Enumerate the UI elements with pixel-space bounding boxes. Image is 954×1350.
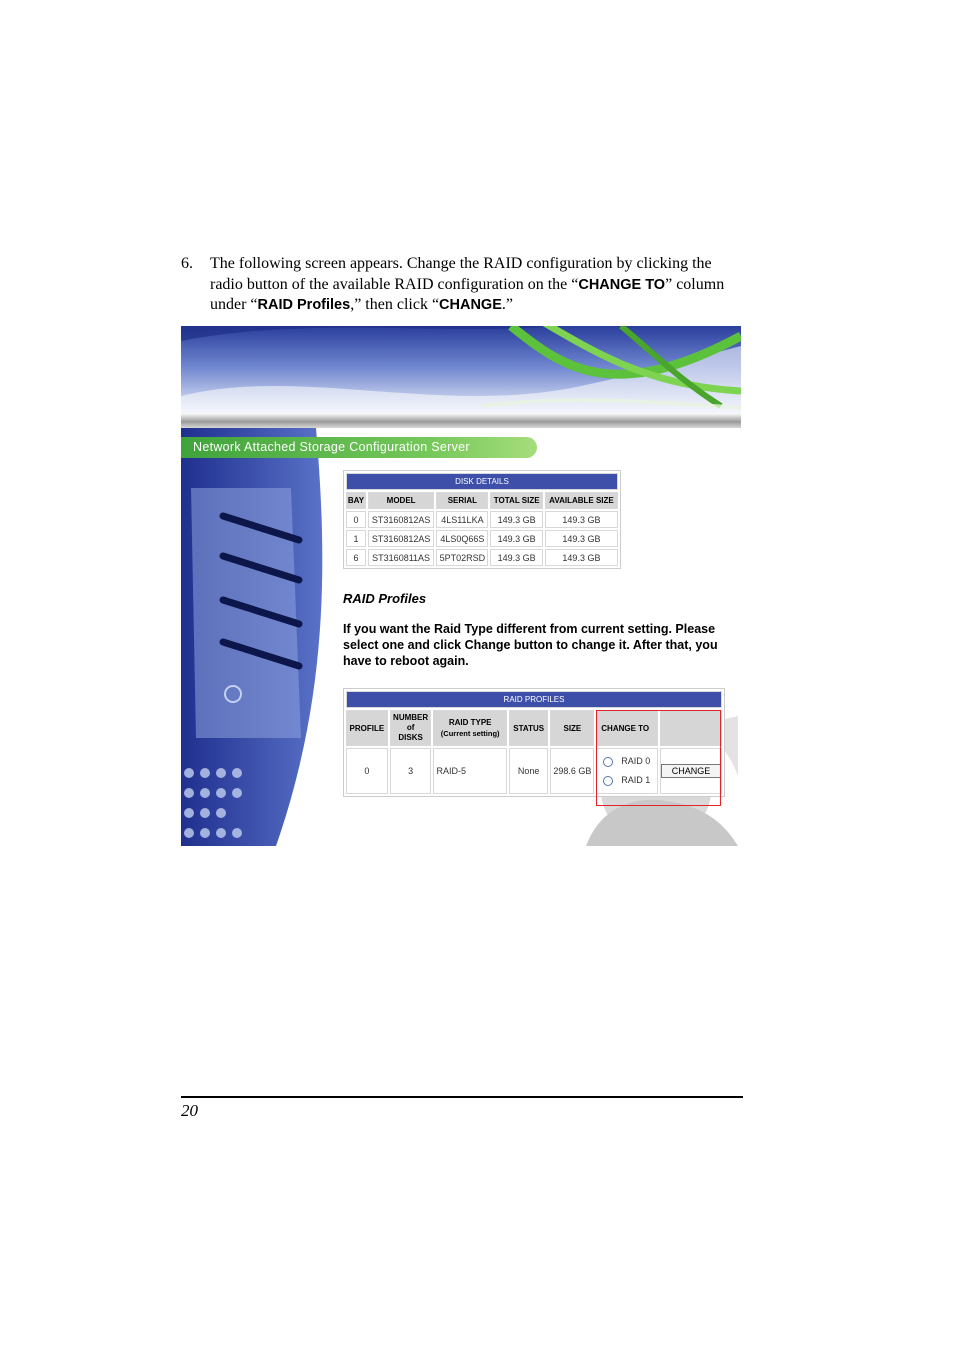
banner-graphic [181,326,741,416]
raid-profiles-term: RAID Profiles [257,297,351,313]
cell: 4LS11LKA [436,511,488,528]
disk-details-caption: DISK DETAILS [346,473,618,490]
header-line: (Current setting) [440,729,500,738]
header-line: of [406,723,415,732]
col-header-raid-type [433,710,506,746]
col-header-disks [390,710,432,746]
step-text-part: The following screen appears. Change the RAID configuration by clicking the radio button of the available RAID configuration on the “ [210,255,712,293]
cell: ST3160811AS [368,549,434,566]
cell-raid-type: RAID-5 [433,748,506,794]
disk-details-table [343,470,621,569]
change-to-term: CHANGE TO [578,276,666,293]
table-row [346,549,618,566]
cell-profile: 0 [346,748,388,794]
radio-label: RAID 1 [621,775,651,786]
footer-rule [181,1096,743,1098]
step-text-part: ,” then click “ [350,296,440,313]
instruction-step [181,254,741,316]
cell-size: 298.6 GB [550,748,594,794]
cell: 149.3 GB [490,511,542,528]
side-graphic [181,428,331,846]
cell: ST3160812AS [368,511,434,528]
col-header-status: STATUS [509,710,549,746]
step-text-part: .” [501,296,513,313]
cell: 0 [346,511,366,528]
header-line: RAID TYPE [448,718,492,727]
highlight-box [596,710,721,806]
cell: 149.3 GB [490,530,542,547]
col-header-size: SIZE [550,710,594,746]
col-header-change-to: CHANGE TO [596,710,658,746]
cell-status: None [509,748,549,794]
cell: 5PT02RSD [436,549,488,566]
banner-divider [181,414,741,428]
col-header-profile: PROFILE [346,710,388,746]
nas-screenshot [181,326,741,846]
col-header: TOTAL SIZE [490,492,542,509]
table-row [346,530,618,547]
raid-profiles-caption: RAID PROFILES [346,691,722,708]
cell: 149.3 GB [490,549,542,566]
cell: 6 [346,549,366,566]
page-number: 20 [181,1101,198,1120]
radio-label: RAID 0 [621,756,651,766]
step-text [210,254,741,316]
cell: 1 [346,530,366,547]
col-header: AVAILABLE SIZE [545,492,618,509]
col-header: BAY [346,492,366,509]
col-header: MODEL [368,492,434,509]
header-line: DISKS [398,733,423,742]
cell: 149.3 GB [545,530,618,547]
header-line: NUMBER [393,713,429,722]
change-button[interactable]: CHANGE [661,764,721,778]
cell-disks: 3 [390,748,432,794]
raid-profiles-heading: RAID Profiles [343,591,427,606]
cell: ST3160812AS [368,530,434,547]
col-header: SERIAL [436,492,488,509]
table-row [346,511,618,528]
cell: 149.3 GB [545,511,618,528]
step-number: 6. [181,255,193,272]
cell: 4LS0Q66S [436,530,488,547]
cell: 149.3 GB [545,549,618,566]
step-text-part: ” column under “ [210,275,725,313]
raid-instructions: If you want the Raid Type different from current setting. Please select one and click Change button to change it. After that, you have to reboot again. [343,622,718,668]
app-title-bar: Network Attached Storage Configuration Server [181,437,537,458]
change-term: CHANGE [439,297,502,313]
